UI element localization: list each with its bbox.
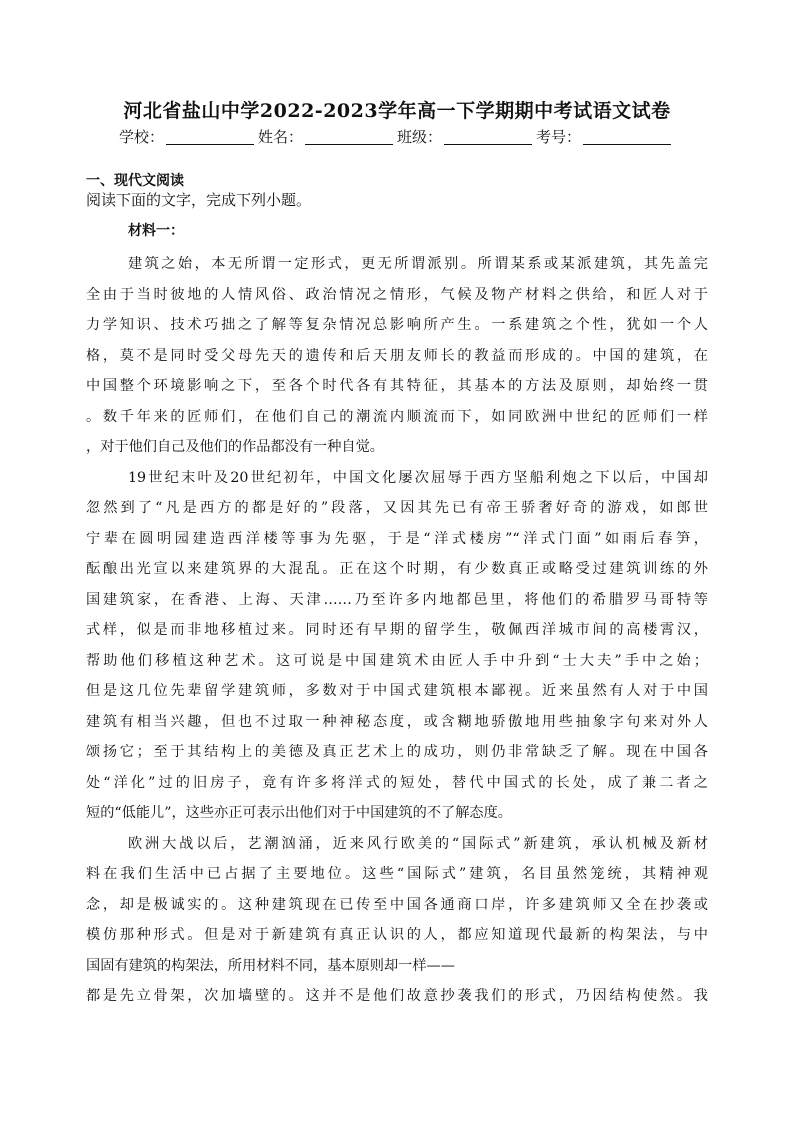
class-label: 班级： bbox=[397, 128, 443, 146]
exam-no-label: 考号： bbox=[536, 128, 582, 146]
passage-line: 。数千年来的匠师们，在他们自己的潮流内顺流而下，如同欧洲中世纪的匠师们一样 bbox=[86, 408, 708, 425]
passage-line: 国固有建筑的构架法，所用材料不同，基本原则却一样—— bbox=[86, 957, 455, 974]
exam-no-blank bbox=[583, 130, 671, 145]
passage-line: 处“洋化”过的旧房子，竟有许多将洋式的短处，替代中国式的长处，成了兼二者之 bbox=[86, 774, 708, 791]
passage-line: 宁辈在圆明园建造西洋楼等事为先驱，于是“洋式楼房”“洋式门面”如雨后春笋， bbox=[86, 530, 708, 547]
passage-line: 短的“低能儿”，这些亦正可表示出他们对于中国建筑的不了解态度。 bbox=[86, 805, 512, 821]
class-blank bbox=[444, 130, 532, 145]
passage-line: 式样，似是而非地移植过来。同时还有早期的留学生，敬佩西洋城市间的高楼霄汉， bbox=[86, 622, 708, 638]
passage-line: 酝酿出光宣以来建筑界的大混乱。正在这个时期，有少数真正或略受过建筑训练的外 bbox=[86, 561, 708, 577]
passage-line: 欧洲大战以后，艺潮汹涌，近来风行欧美的“国际式”新建筑，承认机械及新材 bbox=[128, 835, 708, 852]
passage-line: 帮助他们移植这种艺术。这可说是中国建筑术由匠人手中升到“士大夫”手中之始； bbox=[86, 652, 708, 669]
passage-line: 念，却是极诚实的。这种建筑现在已传至中国各通商口岸，许多建筑师又全在抄袭或 bbox=[86, 896, 708, 913]
material-label: 材料一： bbox=[128, 223, 184, 239]
passage-line: 但是这几位先辈留学建筑师，多数对于中国式建筑根本鄙视。近来虽然有人对于中国 bbox=[86, 683, 708, 699]
passage-line: 全由于当时彼地的人情风俗、政治情况之情形，气候及物产材料之供给，和匠人对于 bbox=[86, 286, 708, 303]
passage-line: 模仿那种形式。但是对于新建筑有真正认识的人，都应知道现代最新的构架法，与中 bbox=[86, 927, 708, 943]
passage-line: 中国整个环境影响之下，至各个时代各有其特征，其基本的方法及原则，却始终一贯 bbox=[86, 378, 708, 394]
passage-line: 料在我们生活中已占据了主要地位。这些“国际式”建筑，名目虽然笼统，其精神观 bbox=[86, 866, 708, 882]
instruction-text: 阅读下面的文字，完成下列小题。 bbox=[86, 191, 312, 209]
passage-line: ，对于他们自己及他们的作品都没有一种自觉。 bbox=[86, 439, 384, 455]
school-blank bbox=[166, 130, 254, 145]
passage-line: 忽然到了“凡是西方的都是好的”段落，又因其先已有帝王骄奢好奇的游戏，如郎世 bbox=[86, 500, 708, 516]
name-blank bbox=[305, 130, 393, 145]
page-title: 河北省盐山中学2022-2023学年高一下学期期中考试语文试卷 bbox=[123, 100, 671, 122]
passage-line: 颂扬它；至于其结构上的美德及真正艺术上的成功，则仍非常缺乏了解。现在中国各 bbox=[86, 744, 708, 760]
section-heading: 一、现代文阅读 bbox=[86, 173, 184, 189]
passage-line: 建筑之始，本无所谓一定形式，更无所谓派别。所谓某系或某派建筑，其先盖完 bbox=[128, 256, 708, 272]
name-label: 姓名： bbox=[257, 128, 303, 146]
school-label: 学校： bbox=[118, 128, 164, 146]
passage-line: 都是先立骨架，次加墙壁的。这并不是他们故意抄袭我们的形式，乃因结构使然。我 bbox=[86, 988, 708, 1004]
passage-line: 19世纪末叶及20世纪初年，中国文化屡次屈辱于西方坚船利炮之下以后，中国却 bbox=[128, 469, 708, 486]
passage-body bbox=[86, 249, 708, 1012]
passage-line: 格，莫不是同时受父母先天的遗传和后天朋友师长的教益而形成的。中国的建筑，在 bbox=[86, 347, 708, 364]
passage-line: 国建筑家，在香港、上海、天津……乃至许多内地都邑里，将他们的希腊罗马哥特等 bbox=[86, 591, 708, 608]
passage-line: 力学知识、技术巧拙之了解等复杂情况总影响所产生。一系建筑之个性，犹如一个人 bbox=[86, 317, 708, 333]
passage-line: 建筑有相当兴趣，但也不过取一种神秘态度，或含糊地骄傲地用些抽象字句来对外人 bbox=[86, 713, 708, 730]
student-info-row bbox=[0, 126, 794, 147]
